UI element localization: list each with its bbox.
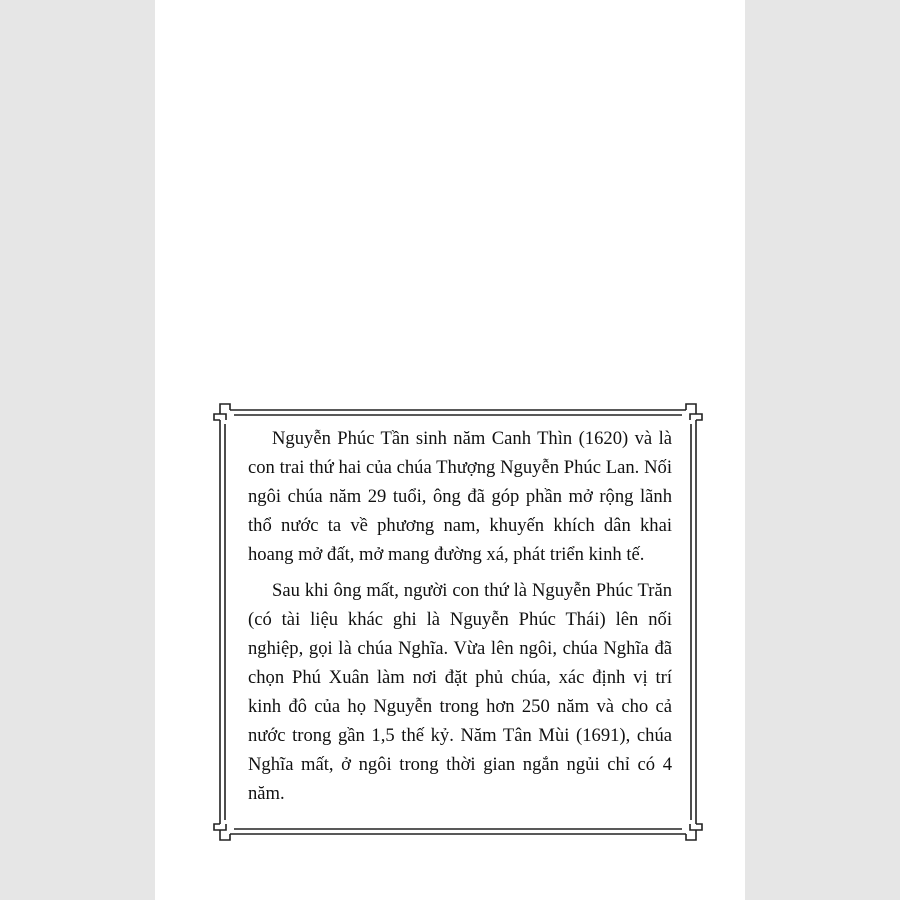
text-box <box>248 424 672 808</box>
paragraph-2: Sau khi ông mất, người con thứ là Nguyễn Phúc Trăn (có tài liệu khác ghi là Nguyễn Phúc Thái) lên nối nghiệp, gọi là chúa Nghĩa. Vừa lên ngôi, chúa Nghĩa đã chọn Phú Xuân làm nơi đặt phủ chúa, xác định vị trí kinh đô của họ Nguyễn trong hơn 250 năm và cho cả nước trong gần 1,5 thế kỷ. Năm Tân Mùi (1691), chúa Nghĩa mất, ở ngôi trong thời gian ngắn ngủi chỉ có 4 năm. <box>248 580 672 804</box>
paragraph-1: Nguyễn Phúc Tần sinh năm Canh Thìn (1620) và là con trai thứ hai của chúa Thượng Nguyễn Phúc Lan. Nối ngôi chúa năm 29 tuổi, ông đã góp phần mở rộng lãnh thổ nước ta về phương nam, khuyến khích dân khai hoang mở đất, mở mang đường xá, phát triển kinh tế. <box>248 428 672 565</box>
